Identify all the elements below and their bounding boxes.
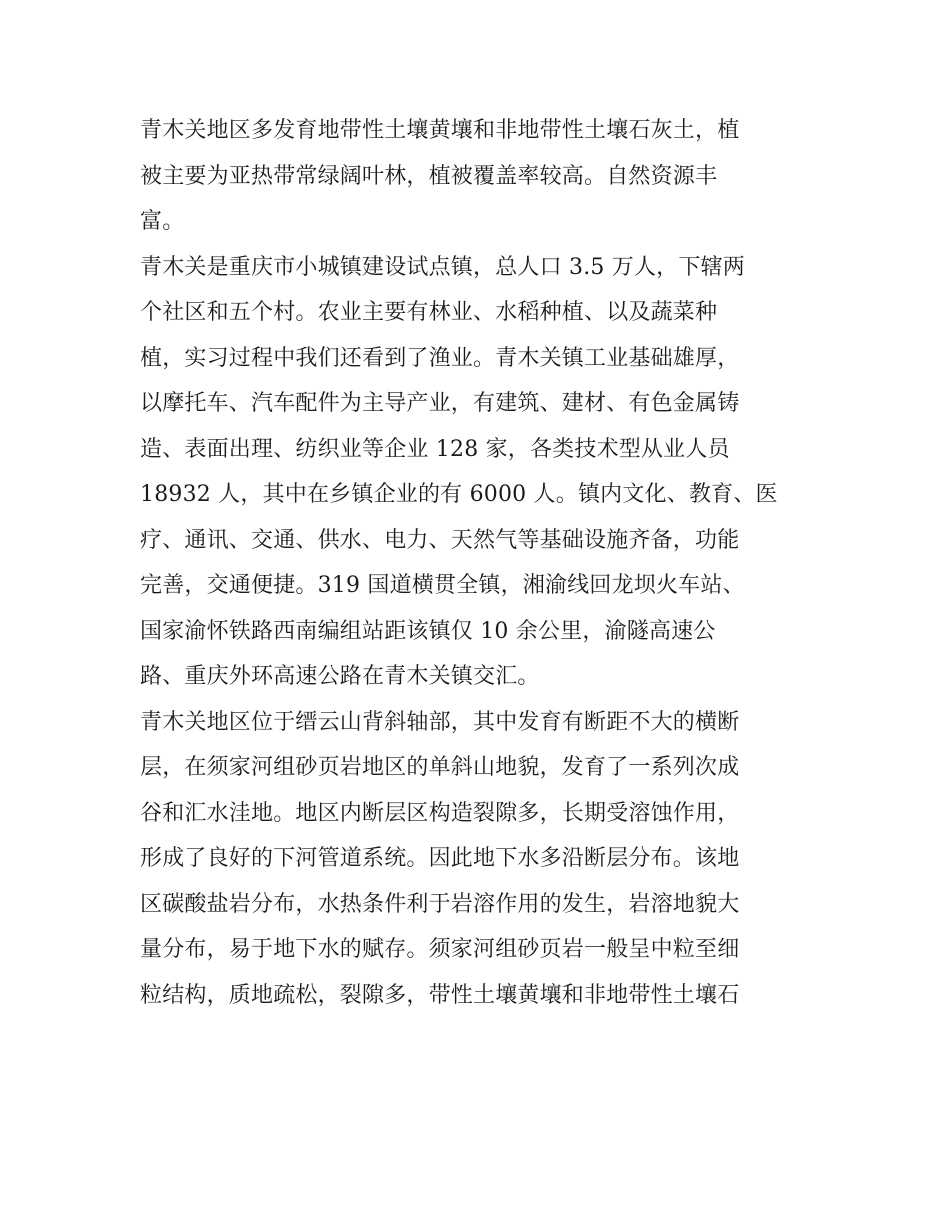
paragraph-geology [140,700,820,1019]
body-text [140,108,820,1018]
text-line: 个社区和五个村。农业主要有林业、水稻种植、以及蔬菜种 [140,300,718,325]
text-line: 青木关是重庆市小城镇建设试点镇，总人口 3.5 万人，下辖两 [140,254,745,280]
text-line: 造、表面出理、纺织业等企业 128 家，各类技术型从业人员 [140,436,730,462]
text-line: 层，在须家河组砂页岩地区的单斜山地貌，发育了一系列次成 [140,755,740,780]
text-line: 疗、通讯、交通、供水、电力、天然气等基础设施齐备，功能 [140,527,740,553]
text-line: 国家渝怀铁路西南编组站距该镇仅 10 余公里，渝隧高速公 [140,618,716,644]
text-line: 完善，交通便捷。319 国道横贯全镇，湘渝线回龙坝火车站、 [140,573,745,598]
text-line: 粒结构，质地疏松，裂隙多，带性土壤黄壤和非地带性土壤石 [140,982,740,1008]
text-line: 植，实习过程中我们还看到了渔业。青木关镇工业基础雄厚， [140,345,740,371]
text-line: 谷和汇水洼地。地区内断层区构造裂隙多，长期受溶蚀作用， [140,800,740,826]
text-line: 青木关地区位于缙云山背斜轴部，其中发育有断距不大的横断 [140,709,740,735]
text-line: 18932 人，其中在乡镇企业的有 6000 人。镇内文化、教育、医 [140,482,778,507]
text-line: 路、重庆外环高速公路在青木关镇交汇。 [140,664,540,689]
text-line: 青木关地区多发育地带性土壤黄壤和非地带性土壤石灰土，植 [140,118,740,143]
text-line: 区碳酸盐岩分布，水热条件利于岩溶作用的发生，岩溶地貌大 [140,891,740,917]
paragraph-town-overview [140,245,820,700]
text-line: 形成了良好的下河管道系统。因此地下水多沿断层分布。该地 [140,846,740,871]
text-line: 富。 [140,209,185,234]
text-line: 以摩托车、汽车配件为主导产业，有建筑、建材、有色金属铸 [140,391,740,416]
paragraph-soil-vegetation [140,108,820,245]
text-line: 被主要为亚热带常绿阔叶林，植被覆盖率较高。自然资源丰 [140,163,718,189]
text-line: 量分布，易于地下水的赋存。须家河组砂页岩一般呈中粒至细 [140,937,740,962]
